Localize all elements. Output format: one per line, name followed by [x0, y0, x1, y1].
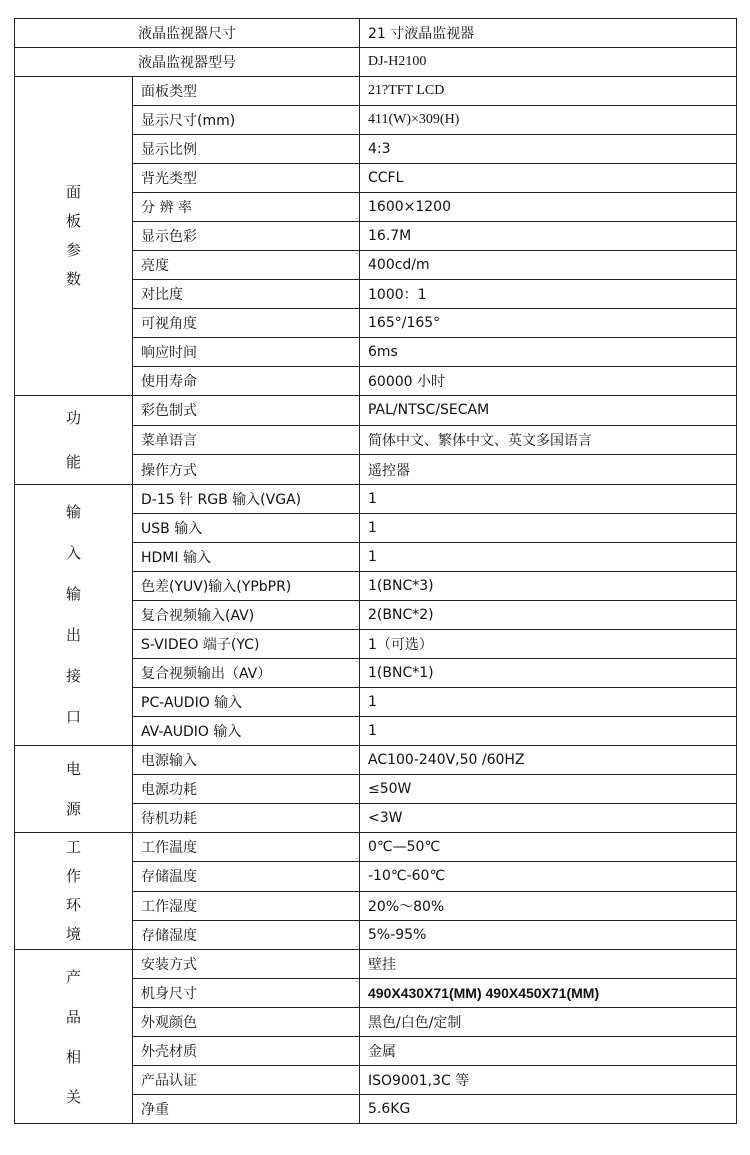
spec-value: 411(W)×309(H) — [360, 106, 737, 135]
spec-value: 20%～80% — [360, 891, 737, 920]
spec-label: 外壳材质 — [133, 1037, 360, 1066]
spec-value: <3W — [360, 804, 737, 833]
spec-value: 1（可选） — [360, 630, 737, 659]
header-value-size: 21 寸液晶监视器 — [360, 19, 737, 48]
table-row — [15, 77, 737, 106]
group-label-char: 数 — [65, 270, 81, 288]
group-label-char: 板 — [65, 212, 81, 230]
spec-label: 对比度 — [133, 280, 360, 309]
table-row — [15, 396, 737, 426]
group-label-char: 输 — [65, 585, 81, 603]
group-label-char: 口 — [65, 708, 81, 726]
header-value-model: DJ-H2100 — [360, 48, 737, 77]
group-label-char: 产 — [65, 967, 81, 986]
spec-label: 面板类型 — [133, 77, 360, 106]
group-label-func — [15, 396, 133, 485]
spec-label: 净重 — [133, 1095, 360, 1124]
group-label-prod — [15, 950, 133, 1124]
spec-label: 机身尺寸 — [133, 979, 360, 1008]
group-label-env — [15, 833, 133, 950]
spec-value: 16.7M — [360, 222, 737, 251]
spec-value: 6ms — [360, 338, 737, 367]
spec-label: 显示色彩 — [133, 222, 360, 251]
group-label-char: 面 — [65, 183, 81, 201]
header-label-size: 液晶监视器尺寸 — [15, 19, 360, 48]
spec-value: 1 — [360, 688, 737, 717]
spec-label: 待机功耗 — [133, 804, 360, 833]
spec-label: 电源功耗 — [133, 775, 360, 804]
table-row — [15, 746, 737, 775]
spec-label: 产品认证 — [133, 1066, 360, 1095]
group-label-char: 品 — [65, 1007, 81, 1026]
spec-value: 5%-95% — [360, 920, 737, 949]
group-label-char: 境 — [65, 925, 81, 943]
spec-value: 1600×1200 — [360, 193, 737, 222]
spec-value: 简体中文、繁体中文、英文多国语言 — [360, 425, 737, 455]
spec-value: 1(BNC*1) — [360, 659, 737, 688]
group-label-char: 相 — [65, 1047, 81, 1066]
spec-label: PC-AUDIO 输入 — [133, 688, 360, 717]
spec-value: AC100-240V,50 /60HZ — [360, 746, 737, 775]
spec-value: 4:3 — [360, 135, 737, 164]
spec-value: 21?TFT LCD — [360, 77, 737, 106]
spec-value: CCFL — [360, 164, 737, 193]
table-row — [15, 833, 737, 862]
table-row — [15, 48, 737, 77]
group-label-char: 源 — [65, 800, 81, 818]
spec-value: 1(BNC*3) — [360, 572, 737, 601]
group-label-char: 作 — [65, 867, 81, 885]
spec-label: 色差(YUV)输入(YPbPR) — [133, 572, 360, 601]
spec-value: 遥控器 — [360, 455, 737, 485]
group-label-char: 电 — [65, 760, 81, 778]
group-label-char: 功 — [65, 409, 81, 427]
spec-value: PAL/NTSC/SECAM — [360, 396, 737, 426]
spec-value: 60000 小时 — [360, 367, 737, 396]
spec-label: 背光类型 — [133, 164, 360, 193]
spec-label: 显示尺寸(mm) — [133, 106, 360, 135]
table-row — [15, 19, 737, 48]
group-label-char: 接 — [65, 667, 81, 685]
spec-label: 彩色制式 — [133, 396, 360, 426]
spec-value: 1 — [360, 717, 737, 746]
group-label-panel — [15, 77, 133, 396]
spec-label: 电源输入 — [133, 746, 360, 775]
group-label-power — [15, 746, 133, 833]
spec-label: 复合视频输出（AV） — [133, 659, 360, 688]
spec-value: 1000：1 — [360, 280, 737, 309]
group-label-char: 出 — [65, 626, 81, 644]
spec-label: 显示比例 — [133, 135, 360, 164]
spec-value: 1 — [360, 543, 737, 572]
spec-label: 响应时间 — [133, 338, 360, 367]
spec-label: 使用寿命 — [133, 367, 360, 396]
spec-table — [14, 18, 737, 1124]
spec-label: S-VIDEO 端子(YC) — [133, 630, 360, 659]
spec-label: 工作湿度 — [133, 891, 360, 920]
group-label-char: 能 — [65, 453, 81, 471]
spec-value: 5.6KG — [360, 1095, 737, 1124]
spec-label: AV-AUDIO 输入 — [133, 717, 360, 746]
spec-value: 黑色/白色/定制 — [360, 1008, 737, 1037]
spec-label: 外观颜色 — [133, 1008, 360, 1037]
table-row — [15, 485, 737, 514]
spec-value: -10℃-60℃ — [360, 862, 737, 891]
spec-value: ISO9001,3C 等 — [360, 1066, 737, 1095]
spec-value: 400cd/m — [360, 251, 737, 280]
group-label-char: 环 — [65, 896, 81, 914]
group-label-char: 关 — [65, 1087, 81, 1106]
spec-label: D-15 针 RGB 输入(VGA) — [133, 485, 360, 514]
spec-value: 2(BNC*2) — [360, 601, 737, 630]
spec-value: 0℃—50℃ — [360, 833, 737, 862]
header-label-model: 液晶监视器型号 — [15, 48, 360, 77]
spec-label: 存储湿度 — [133, 920, 360, 949]
spec-value: 壁挂 — [360, 950, 737, 979]
spec-value: 490X430X71(MM) 490X450X71(MM) — [360, 979, 737, 1008]
spec-value: ≤50W — [360, 775, 737, 804]
spec-value: 1 — [360, 485, 737, 514]
spec-value: 165°/165° — [360, 309, 737, 338]
spec-label: 菜单语言 — [133, 425, 360, 455]
spec-label: 操作方式 — [133, 455, 360, 485]
spec-label: 工作温度 — [133, 833, 360, 862]
spec-label: 分 辨 率 — [133, 193, 360, 222]
spec-label: USB 输入 — [133, 514, 360, 543]
spec-label: 亮度 — [133, 251, 360, 280]
spec-label: 可视角度 — [133, 309, 360, 338]
group-label-io — [15, 485, 133, 746]
group-label-char: 参 — [65, 241, 81, 259]
spec-value: 1 — [360, 514, 737, 543]
group-label-char: 输 — [65, 503, 81, 521]
spec-label: 安装方式 — [133, 950, 360, 979]
spec-label: 存储温度 — [133, 862, 360, 891]
group-label-char: 入 — [65, 544, 81, 562]
spec-value: 金属 — [360, 1037, 737, 1066]
spec-label: HDMI 输入 — [133, 543, 360, 572]
spec-label: 复合视频输入(AV) — [133, 601, 360, 630]
table-row — [15, 950, 737, 979]
group-label-char: 工 — [65, 838, 81, 856]
